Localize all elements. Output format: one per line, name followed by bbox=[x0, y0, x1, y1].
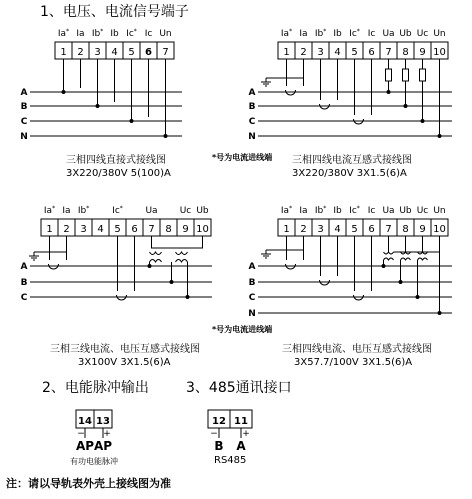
d3-caption-title: 三相三线电流、电压互感式接线图 bbox=[50, 344, 200, 355]
fuse bbox=[403, 69, 409, 81]
pt-coil bbox=[401, 258, 411, 260]
terminal-header: Ib* bbox=[314, 28, 327, 39]
terminal-number: 8 bbox=[402, 224, 409, 235]
junction-dot bbox=[438, 134, 442, 138]
terminal-header: Un bbox=[159, 29, 172, 39]
section-3-title: 3、485通讯接口 bbox=[186, 380, 292, 396]
terminal-header: Ib bbox=[110, 29, 119, 39]
terminal-number: 2 bbox=[300, 224, 307, 235]
pt-coil bbox=[150, 260, 162, 263]
bus-label-A: A bbox=[20, 88, 28, 98]
terminal-header: Un bbox=[433, 206, 446, 216]
terminal-number: 5 bbox=[128, 47, 135, 58]
terminal-header: Ia* bbox=[43, 205, 56, 216]
terminal-header: Ia bbox=[62, 206, 71, 216]
d4-caption-spec: 3X57.7/100V 3X1.5(6)A bbox=[294, 357, 413, 368]
terminal-number: 10 bbox=[196, 224, 209, 235]
rs485-label: A bbox=[236, 439, 246, 453]
bus-label-N: N bbox=[248, 132, 256, 142]
terminal-header: Ic* bbox=[112, 205, 123, 216]
pulse-sign: + bbox=[103, 429, 111, 439]
terminal-header: Ic* bbox=[126, 28, 137, 39]
terminal-number: 9 bbox=[182, 224, 189, 235]
terminal-number: 1 bbox=[283, 47, 290, 58]
d3-caption-spec: 3X100V 3X1.5(6)A bbox=[78, 357, 171, 368]
junction-dot bbox=[186, 295, 190, 299]
junction-dot bbox=[438, 311, 442, 315]
d2-caption-spec: 3X220/380V 3X1.5(6)A bbox=[292, 168, 407, 179]
junction-dot bbox=[399, 280, 403, 284]
pulse-label: AP bbox=[75, 439, 95, 453]
pt-coil bbox=[384, 258, 394, 260]
footer-note: 注：请以导轨表外壳上接线图为准 bbox=[6, 477, 171, 490]
terminal-header: Ia bbox=[299, 29, 308, 39]
junction-dot bbox=[62, 90, 66, 94]
terminal-header: Uc bbox=[416, 29, 429, 39]
terminal-header: Un bbox=[433, 29, 446, 39]
bus-label-N: N bbox=[248, 309, 256, 319]
terminal-header: Ic* bbox=[349, 205, 360, 216]
bus-label-C: C bbox=[248, 293, 256, 303]
terminal-number: 3 bbox=[317, 47, 324, 58]
junction-dot bbox=[421, 119, 425, 123]
bus-label-A: A bbox=[248, 262, 256, 272]
bus-label-B: B bbox=[248, 278, 256, 288]
terminal-number: 5 bbox=[351, 224, 358, 235]
bus-label-N: N bbox=[20, 132, 28, 142]
bus-label-A: A bbox=[20, 262, 28, 272]
pt-coil bbox=[176, 260, 188, 263]
junction-dot bbox=[170, 280, 174, 284]
terminal-number: 6 bbox=[368, 47, 375, 58]
terminal-header: Ib bbox=[333, 206, 342, 216]
terminal-header: Ib* bbox=[314, 205, 327, 216]
terminal-header: Ic bbox=[144, 29, 153, 39]
wire bbox=[152, 236, 203, 248]
terminal-header: Ua bbox=[382, 206, 395, 216]
junction-dot bbox=[382, 264, 386, 268]
bus-label-B: B bbox=[20, 102, 28, 112]
rs485-caption: RS485 bbox=[214, 455, 247, 466]
junction-dot bbox=[416, 295, 420, 299]
terminal-number: 4 bbox=[334, 224, 341, 235]
terminal-header: Ia bbox=[76, 29, 85, 39]
terminal-header: Ib bbox=[333, 29, 342, 39]
pt-coil bbox=[150, 252, 162, 255]
d1-caption-spec: 3X220/380V 5(100)A bbox=[66, 168, 171, 179]
terminal-number: 5 bbox=[114, 224, 121, 235]
terminal-number: 5 bbox=[351, 47, 358, 58]
terminal-number: 2 bbox=[63, 224, 70, 235]
terminal-header: Ic bbox=[367, 29, 376, 39]
terminal-number: 6 bbox=[368, 224, 375, 235]
bus-label-C: C bbox=[20, 117, 28, 127]
terminal-number: 4 bbox=[111, 47, 118, 58]
section-1-title: 1、电压、电流信号端子 bbox=[40, 4, 189, 20]
bus-label-B: B bbox=[248, 102, 256, 112]
rs485-label: B bbox=[214, 439, 224, 453]
bus-label-C: C bbox=[248, 117, 256, 127]
star-note-top: *号为电流进线端 bbox=[212, 153, 273, 162]
terminal-number: 13 bbox=[96, 416, 110, 427]
terminal-number: 2 bbox=[77, 47, 84, 58]
star-note-bottom: *号为电流进线端 bbox=[212, 325, 273, 334]
terminal-number: 10 bbox=[433, 47, 446, 58]
rs485-sign: + bbox=[242, 429, 250, 439]
pulse-caption: 有功电能脉冲 bbox=[70, 457, 118, 466]
terminal-number: 8 bbox=[402, 47, 409, 58]
terminal-header: Ic* bbox=[349, 28, 360, 39]
terminal-number: 3 bbox=[80, 224, 87, 235]
fuse bbox=[386, 69, 392, 81]
terminal-number: 3 bbox=[317, 224, 324, 235]
terminal-header: Ia* bbox=[280, 28, 293, 39]
junction-dot bbox=[96, 104, 100, 108]
terminal-number: 1 bbox=[283, 224, 290, 235]
terminal-number: 14 bbox=[78, 416, 92, 427]
terminal-header: Ic bbox=[367, 206, 376, 216]
terminal-number: 7 bbox=[385, 224, 392, 235]
terminal-number: 6 bbox=[145, 47, 152, 58]
bus-label-B: B bbox=[20, 278, 28, 288]
terminal-number: 12 bbox=[212, 416, 226, 427]
bus-label-A: A bbox=[248, 88, 256, 98]
junction-dot bbox=[387, 90, 391, 94]
junction-dot bbox=[130, 119, 134, 123]
terminal-header: Ib* bbox=[77, 205, 90, 216]
junction-dot bbox=[404, 104, 408, 108]
pt-coil bbox=[418, 258, 428, 260]
pulse-label: AP bbox=[93, 439, 113, 453]
terminal-number: 1 bbox=[60, 47, 67, 58]
junction-dot bbox=[164, 134, 168, 138]
terminal-header: Ua bbox=[382, 29, 395, 39]
pulse-sign: − bbox=[77, 429, 85, 439]
terminal-number: 1 bbox=[46, 224, 53, 235]
terminal-number: 7 bbox=[385, 47, 392, 58]
terminal-number: 4 bbox=[97, 224, 104, 235]
fuse bbox=[420, 69, 426, 81]
terminal-number: 3 bbox=[94, 47, 101, 58]
terminal-number: 2 bbox=[300, 47, 307, 58]
terminal-number: 7 bbox=[162, 47, 169, 58]
terminal-header: Ia* bbox=[57, 28, 70, 39]
terminal-header: Ub bbox=[399, 29, 412, 39]
terminal-number: 10 bbox=[433, 224, 446, 235]
terminal-header: Uc bbox=[179, 206, 192, 216]
terminal-number: 9 bbox=[419, 224, 426, 235]
pt-coil bbox=[176, 252, 188, 255]
pt-coil bbox=[384, 252, 394, 254]
terminal-header: Ub bbox=[196, 206, 209, 216]
terminal-header: Ua bbox=[145, 206, 158, 216]
rs485-sign: − bbox=[210, 429, 218, 439]
terminal-number: 7 bbox=[148, 224, 155, 235]
section-2-title: 2、电能脉冲输出 bbox=[42, 380, 149, 396]
terminal-header: Ia bbox=[299, 206, 308, 216]
terminal-number: 11 bbox=[234, 416, 248, 427]
d1-caption-title: 三相四线直接式接线图 bbox=[66, 155, 166, 166]
terminal-header: Ib* bbox=[91, 28, 104, 39]
junction-dot bbox=[148, 264, 152, 268]
terminal-header: Ia* bbox=[280, 205, 293, 216]
terminal-number: 9 bbox=[419, 47, 426, 58]
terminal-number: 8 bbox=[165, 224, 172, 235]
bus-label-C: C bbox=[20, 293, 28, 303]
terminal-number: 4 bbox=[334, 47, 341, 58]
d2-caption-title: 三相四线电流互感式接线图 bbox=[292, 155, 412, 166]
terminal-number: 6 bbox=[131, 224, 138, 235]
d4-caption-title: 三相四线电流、电压互感式接线图 bbox=[282, 344, 432, 355]
terminal-header: Uc bbox=[416, 206, 429, 216]
terminal-header: Ub bbox=[399, 206, 412, 216]
